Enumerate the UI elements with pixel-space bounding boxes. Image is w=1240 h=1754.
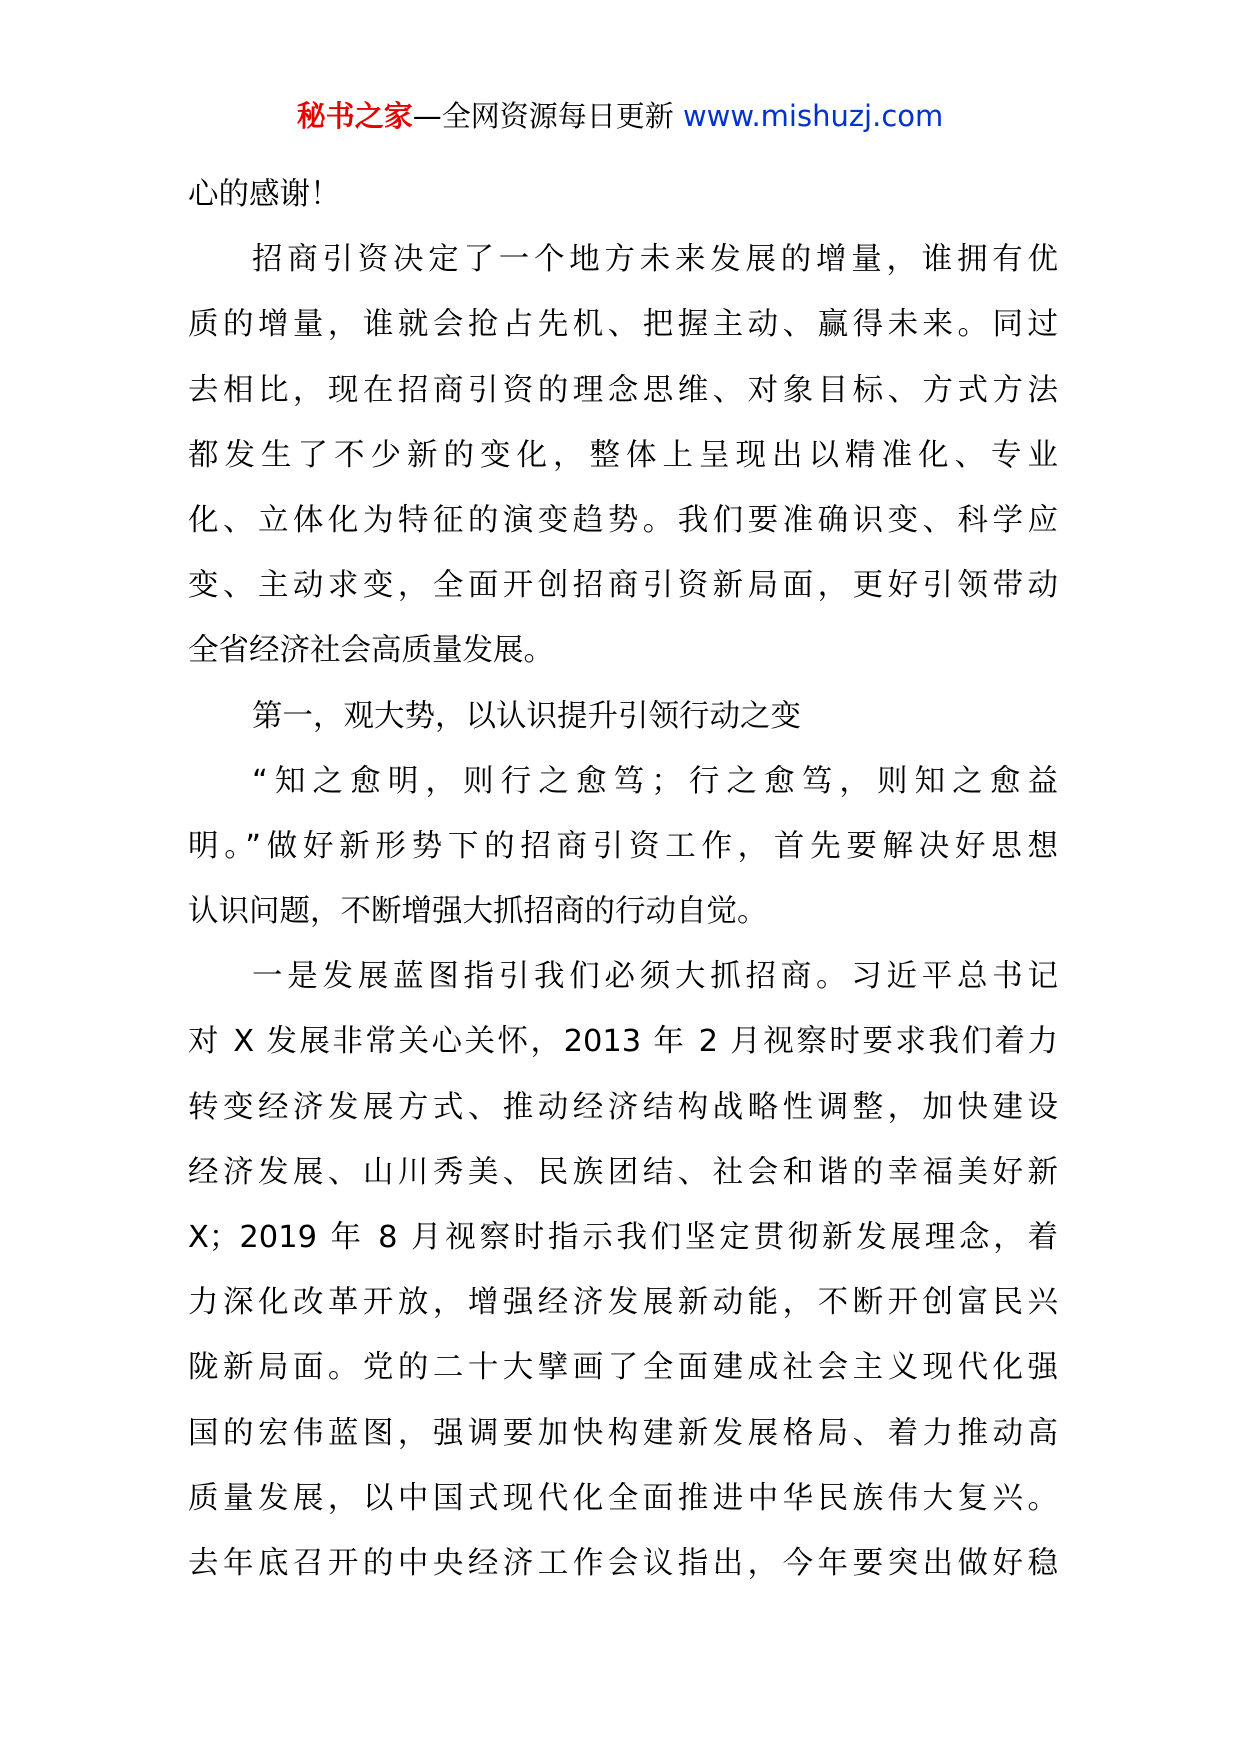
text-line: 心的感谢！ (188, 177, 341, 212)
text-line: 质的增量，谁就会抢占先机、把握主动、赢得未来。同过 (188, 307, 1058, 343)
text-line: 对 X 发展非常关心关怀，2013 年 2 月视察时要求我们着力 (188, 1024, 1058, 1060)
text-line: 化、立体化为特征的演变趋势。我们要准确识变、科学应 (188, 502, 1058, 538)
text-line: 陇新局面。党的二十大擘画了全面建成社会主义现代化强 (188, 1350, 1058, 1386)
site-header-banner (0, 96, 1240, 136)
text-line: 变、主动求变，全面开创招商引资新局面，更好引领带动 (188, 568, 1058, 604)
text-line: 招商引资决定了一个地方未来发展的增量，谁拥有优 (252, 242, 1058, 278)
text-line: “知之愈明，则行之愈笃；行之愈笃，则知之愈益 (252, 763, 1058, 799)
text-line: 认识问题，不断增强大抓招商的行动自觉。 (188, 894, 768, 930)
text-line: 去相比，现在招商引资的理念思维、对象目标、方式方法 (188, 372, 1058, 408)
text-line: 转变经济发展方式、推动经济结构战略性调整，加快建设 (188, 1089, 1058, 1125)
header-tagline: —全网资源每日更新 (412, 99, 674, 133)
text-line: 质量发展，以中国式现代化全面推进中华民族伟大复兴。 (188, 1480, 1058, 1516)
text-line: 明。”做好新形势下的招商引资工作，首先要解决好思想 (188, 828, 1058, 864)
section-heading: 第一，观大势，以认识提升引领行动之变 (252, 698, 801, 734)
text-line: 都发生了不少新的变化，整体上呈现出以精准化、专业 (188, 437, 1058, 473)
text-line: 全省经济社会高质量发展。 (188, 633, 554, 669)
text-line: 一是发展蓝图指引我们必须大抓招商。习近平总书记 (252, 959, 1058, 995)
text-line: 力深化改革开放，增强经济发展新动能，不断开创富民兴 (188, 1285, 1058, 1321)
site-url-link[interactable]: www.mishuzj.com (682, 99, 944, 133)
document-body (188, 162, 1058, 1596)
text-line: 去年底召开的中央经济工作会议指出，今年要突出做好稳 (188, 1545, 1058, 1581)
text-line: 国的宏伟蓝图，强调要加快构建新发展格局、着力推动高 (188, 1415, 1058, 1451)
brand-name: 秘书之家 (296, 99, 413, 133)
text-line: 经济发展、山川秀美、民族团结、社会和谐的幸福美好新 (188, 1154, 1058, 1190)
text-line: X；2019 年 8 月视察时指示我们坚定贯彻新发展理念，着 (188, 1220, 1058, 1255)
